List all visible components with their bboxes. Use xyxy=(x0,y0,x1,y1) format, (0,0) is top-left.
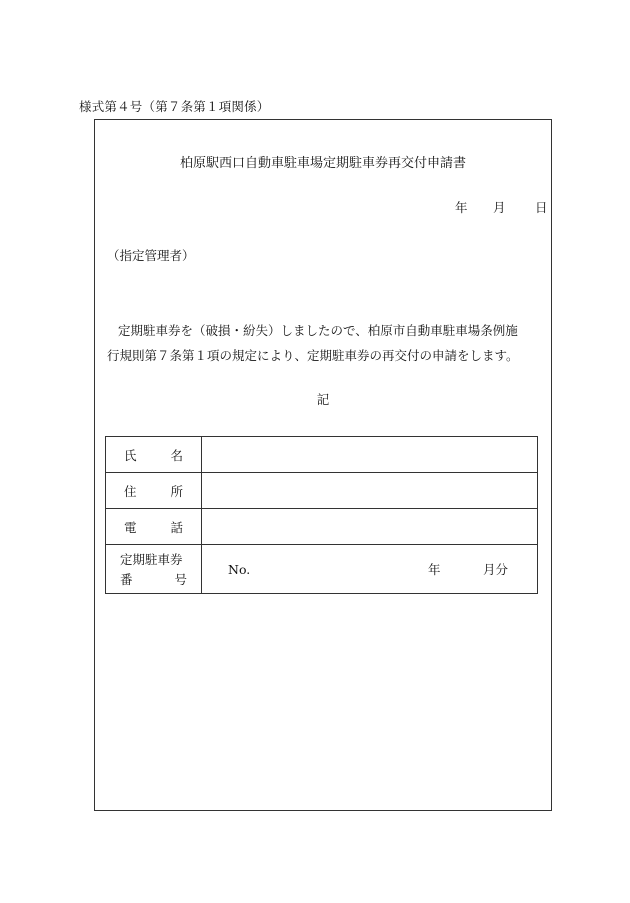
application-form xyxy=(94,119,552,811)
table-row-phone xyxy=(106,509,538,545)
form-number: 様式第４号（第７条第１項関係） xyxy=(79,99,270,114)
ticket-label-cell xyxy=(106,545,202,594)
record-label: 記 xyxy=(316,392,330,407)
ticket-number-field[interactable] xyxy=(202,545,538,594)
date-month-label: 月 xyxy=(493,200,506,215)
ticket-year-label: 年 xyxy=(428,562,441,577)
date-day-label: 日 xyxy=(535,200,548,215)
ticket-month-label: 月分 xyxy=(483,562,509,577)
ticket-label-line-1: 定期駐車券 xyxy=(120,552,183,567)
ticket-label-a: 番 xyxy=(120,572,133,587)
table-row-ticket xyxy=(106,545,538,594)
name-label-b: 名 xyxy=(170,447,183,463)
form-title: 柏原駅西口自動車駐車場定期駐車券再交付申請書 xyxy=(179,156,466,171)
table-row-name xyxy=(106,437,538,473)
address-label-a: 住 xyxy=(124,483,137,499)
statement-line-2: 行規則第７条第１項の規定により、定期駐車券の再交付の申請をします。 xyxy=(107,348,519,363)
address-field[interactable] xyxy=(202,473,538,509)
name-label-cell xyxy=(106,437,202,473)
table-row-address xyxy=(106,473,538,509)
address-label-b: 所 xyxy=(170,483,183,499)
ticket-no-label: No. xyxy=(228,561,251,577)
date-line xyxy=(455,198,548,216)
name-label-a: 氏 xyxy=(124,447,137,463)
addressee: （指定管理者） xyxy=(107,248,195,263)
application-statement xyxy=(107,318,545,368)
applicant-info-table xyxy=(105,436,538,594)
phone-label-a: 電 xyxy=(124,519,137,535)
ticket-label-b: 号 xyxy=(174,572,187,587)
date-year-label: 年 xyxy=(455,200,468,215)
phone-label-cell xyxy=(106,509,202,545)
phone-field[interactable] xyxy=(202,509,538,545)
address-label-cell xyxy=(106,473,202,509)
phone-label-b: 話 xyxy=(170,519,183,535)
statement-line-1: 定期駐車券を（破損・紛失）しましたので、柏原市自動車駐車場条例施 xyxy=(118,323,518,338)
name-field[interactable] xyxy=(202,437,538,473)
